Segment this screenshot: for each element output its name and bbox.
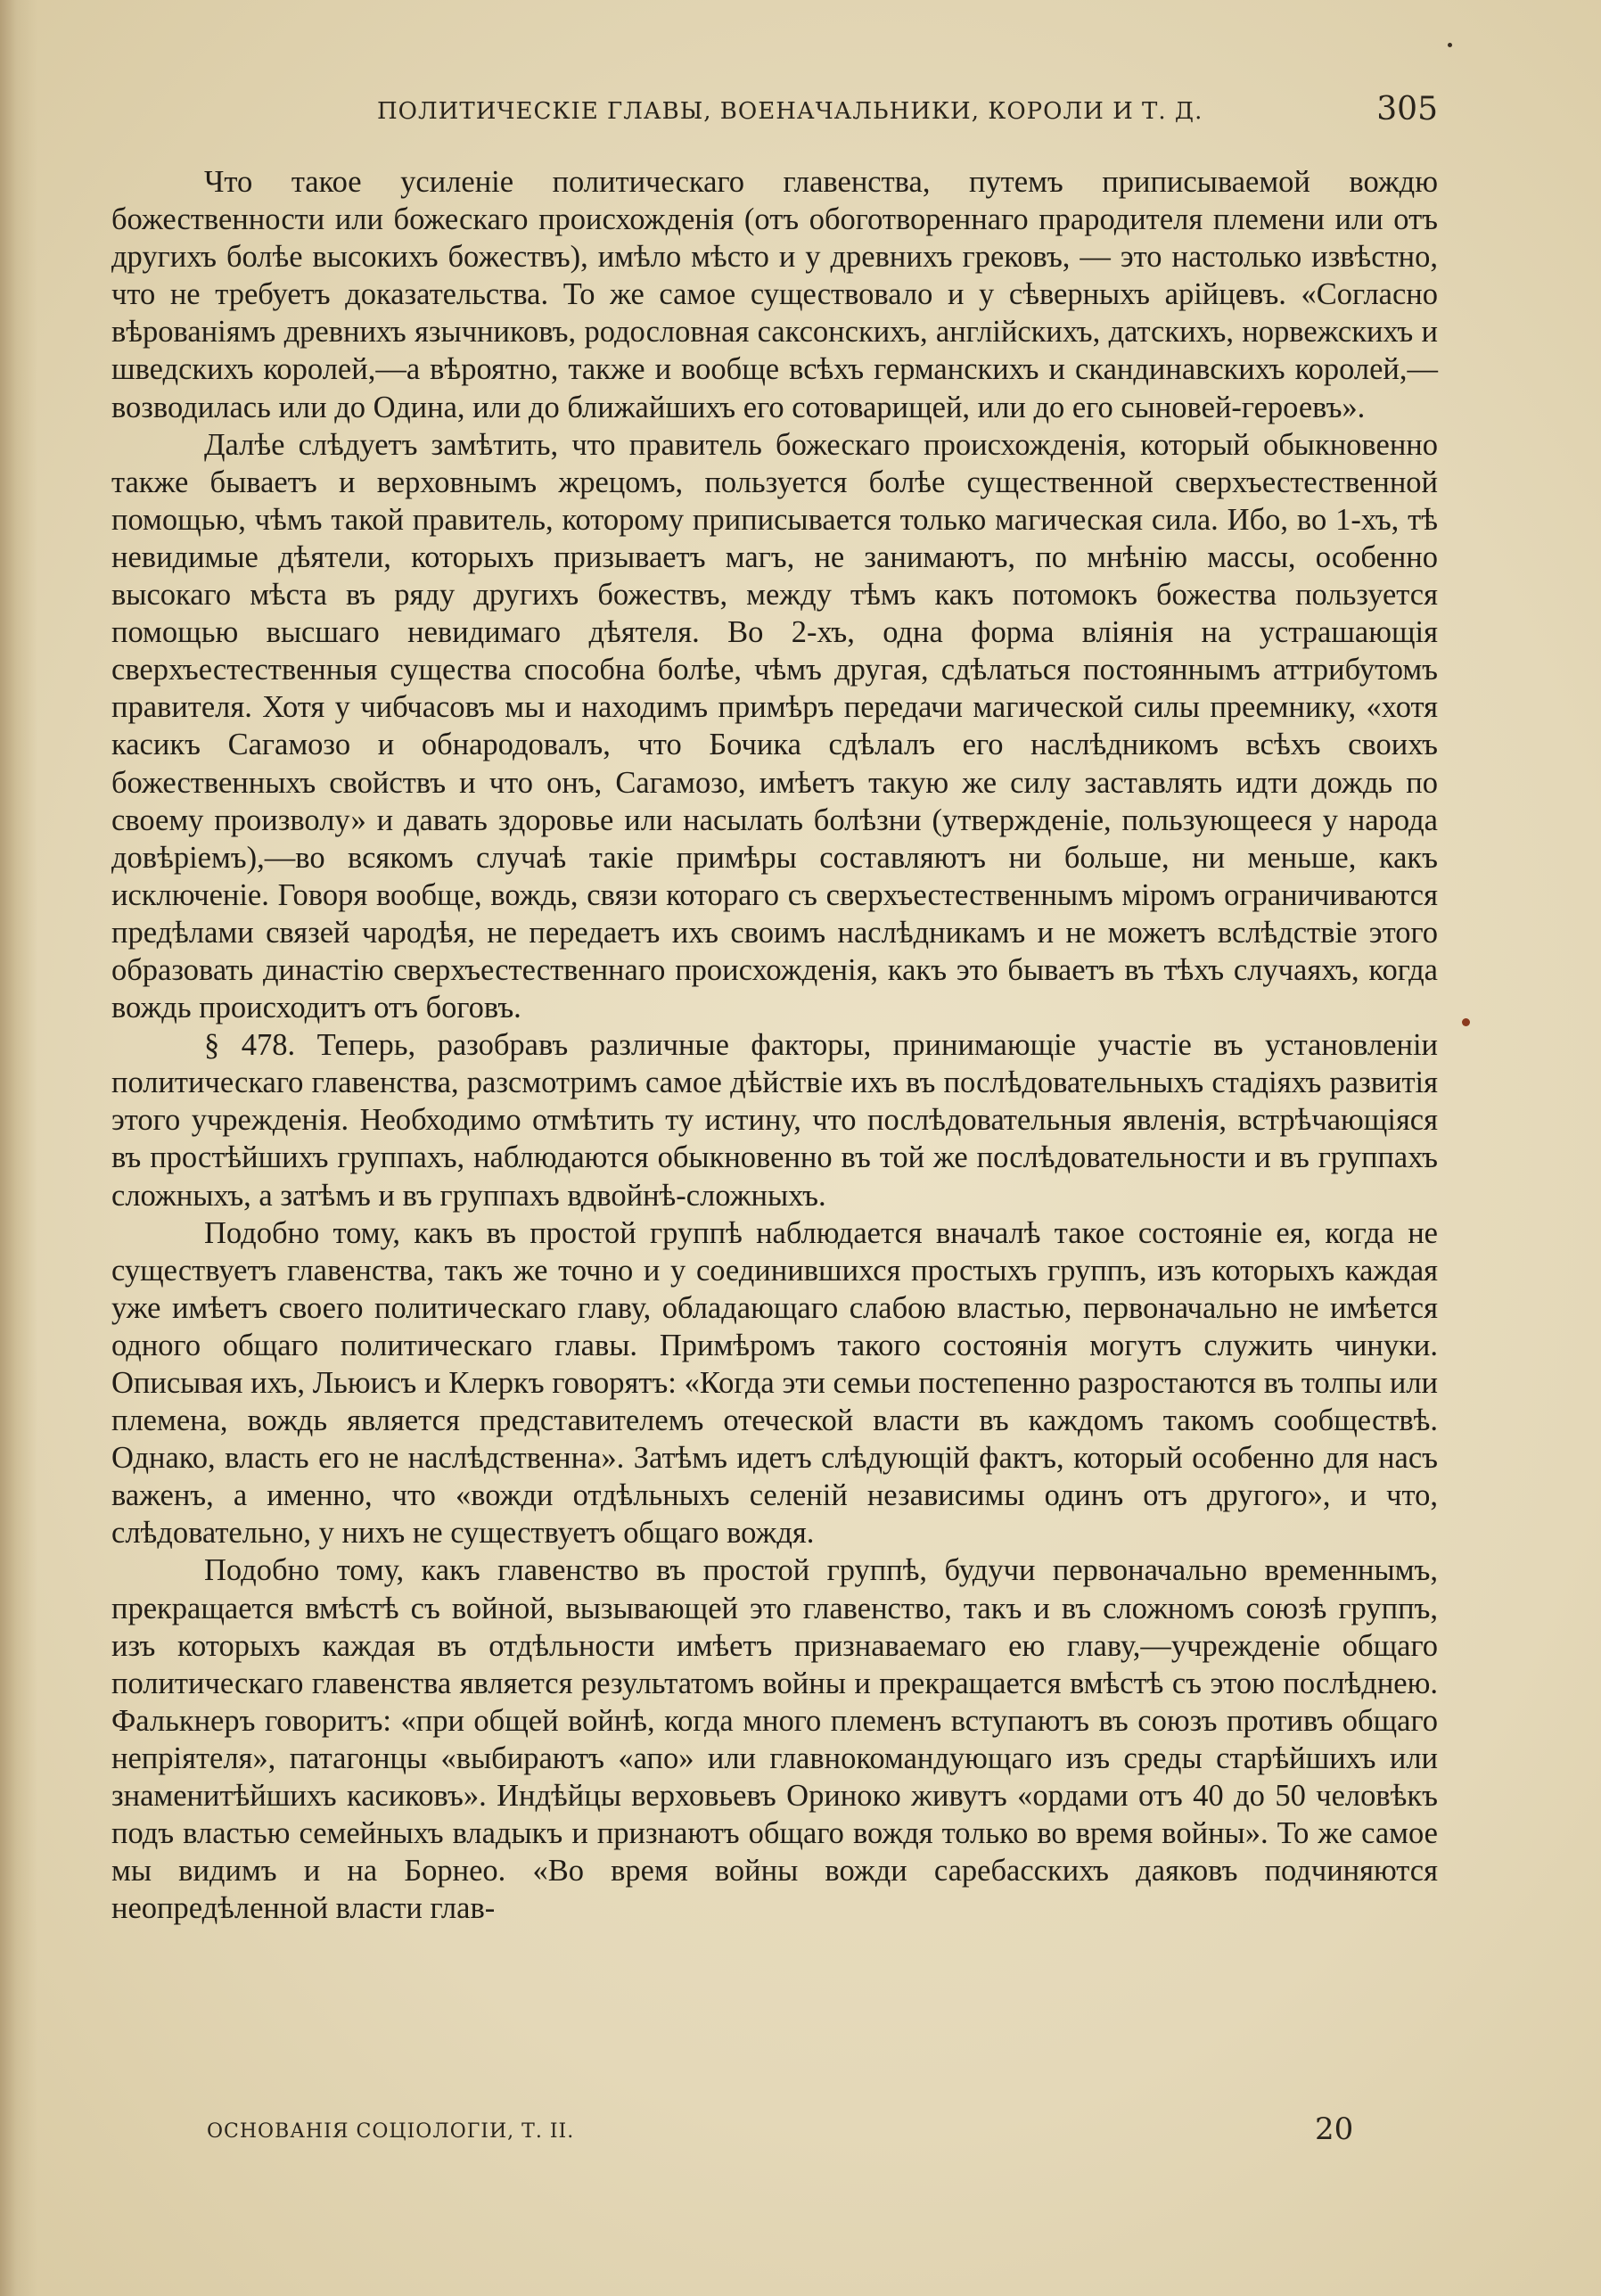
page-number: 305 bbox=[1376, 91, 1438, 128]
paragraph-4: Подобно тому, какъ въ простой группѣ наблюдается вначалѣ такое состояніе ея, когда не существуетъ главенства, такъ же точно и у соединившихся простыхъ группъ, изъ которыхъ каждая уже имѣетъ своего политическаго главу, обладающаго слабою властью, первоначально не имѣется одного общаго политическаго главы. Примѣромъ такого состоянія могутъ служить чинуки. Описывая ихъ, Льюисъ и Клеркъ говорятъ: «Когда эти семьи постепенно разростаются въ толпы или племена, вождь является представителемъ отеческой власти въ каждомъ такомъ сообществѣ. Однако, власть его не наслѣдственна». Затѣмъ идетъ слѣдующій фактъ, который особенно для насъ важенъ, а именно, что «вожди отдѣльныхъ селеній независимы одинъ отъ другого», и что, слѣдовательно, у нихъ не существуетъ общаго вождя. bbox=[111, 1215, 1438, 1551]
paragraph-5: Подобно тому, какъ главенство въ простой группѣ, будучи первоначально временнымъ, прекращается вмѣстѣ съ войной, вызывающей это главенство, такъ и въ сложномъ союзѣ группъ, изъ которыхъ каждая въ отдѣльности имѣетъ признаваемаго ею главу,—учрежденіе общаго политическаго главенства является результатомъ войны и прекращается вмѣстѣ съ этою послѣднею. Фалькнеръ говоритъ: «при общей войнѣ, когда много племенъ вступаютъ въ союзъ противъ общаго непріятеля», патагонцы «выбираютъ «апо» или главнокомандующаго изъ среды старѣйшихъ или знаменитѣйшихъ касиковъ». Индѣйцы верховьевъ Ориноко живутъ «ордами отъ 40 до 50 человѣкъ подъ властью семейныхъ владыкъ и признаютъ общаго вождя только во время войны». То же самое мы видимъ и на Борнео. «Во время войны вожди саребасскихъ даяковъ подчиняются неопредѣленной власти глав- bbox=[111, 1553, 1438, 1926]
edge-mark bbox=[1448, 43, 1452, 47]
signature-mark: 20 bbox=[1315, 2111, 1354, 2147]
running-title: ПОЛИТИЧЕСКІЕ ГЛАВЫ, ВОЕНАЧАЛЬНИКИ, КОРОЛИ И Т. Д. bbox=[377, 98, 1203, 125]
footer-book-title: ОСНОВАНІЯ СОЦІОЛОГІИ, Т. II. bbox=[207, 2120, 575, 2143]
running-head bbox=[111, 89, 1438, 134]
ink-spot bbox=[1462, 1018, 1470, 1026]
paragraph-2: Далѣе слѣдуетъ замѣтить, что правитель божескаго происхожденія, который обыкновенно также бываетъ и верховнымъ жрецомъ, пользуется болѣе существенной сверхъестественной помощью, чѣмъ такой правитель, которому приписывается только магическая сила. Ибо, во 1-хъ, тѣ невидимые дѣятели, которыхъ призываетъ магъ, не занимаютъ, по мнѣнію массы, особенно высокаго мѣста въ ряду другихъ божествъ, между тѣмъ какъ потомокъ божества пользуется помощью высшаго невидимаго дѣятеля. Во 2-хъ, одна форма вліянія на устрашающія сверхъестественныя существа способна болѣе, чѣмъ другая, сдѣлаться постояннымъ аттрибутомъ правителя. Хотя у чибчасовъ мы и находимъ примѣръ передачи магической силы преемнику, «хотя касикъ Сагамозо и обнародовалъ, что Бочика сдѣлалъ его наслѣдникомъ всѣхъ своихъ божественныхъ свойствъ и что онъ, Сагамозо, имѣетъ такую же силу заставлять идти дождь по своему произволу» и давать здоровье или насылать болѣзни (утвержденіе, пользующееся у народа довѣріемъ),—во всякомъ случаѣ такіе примѣры составляютъ ни больше, ни меньше, какъ исключеніе. Говоря вообще, вождь, связи котораго съ сверхъестественнымъ міромъ ограничиваются предѣлами связей чародѣя, не передаетъ ихъ своимъ наслѣдникамъ и не можетъ вслѣдствіе этого образовать династію сверхъестественнаго происхожденія, какъ это бываетъ въ тѣхъ случаяхъ, когда вождь происходитъ отъ боговъ. bbox=[111, 427, 1438, 1025]
body-text bbox=[111, 163, 1438, 1927]
paragraph-3-section-478: § 478. Теперь, разобравъ различные факторы, принимающіе участіе въ установленіи политическаго главенства, разсмотримъ самое дѣйствіе ихъ въ послѣдовательныхъ стадіяхъ развитія этого учрежденія. Необходимо отмѣтить ту истину, что послѣдовательныя явленія, встрѣчающіяся въ простѣйшихъ группахъ, наблюдаются обыкновенно въ той же послѣдовательности и въ группахъ сложныхъ, а затѣмъ и въ группахъ вдвойнѣ-сложныхъ. bbox=[111, 1028, 1438, 1213]
spine-shadow bbox=[0, 0, 37, 2296]
paragraph-1: Что такое усиленіе политическаго главенства, путемъ приписываемой вождю божественности или божескаго происхожденія (отъ обоготвореннаго прародителя племени или отъ другихъ болѣе высокихъ божествъ), имѣло мѣсто и у древнихъ грековъ, — это настолько извѣстно, что не требуетъ доказательства. То же самое существовало и у сѣверныхъ арійцевъ. «Согласно вѣрованіямъ древнихъ язычниковъ, родословная саксонскихъ, англійскихъ, датскихъ, норвежскихъ и шведскихъ королей,—а вѣроятно, также и вообще всѣхъ германскихъ и скандинавскихъ королей,—возводилась или до Одина, или до ближайшихъ его сотоварищей, или до его сыновей-героевъ». bbox=[111, 165, 1438, 424]
page-footer bbox=[207, 2111, 1438, 2156]
